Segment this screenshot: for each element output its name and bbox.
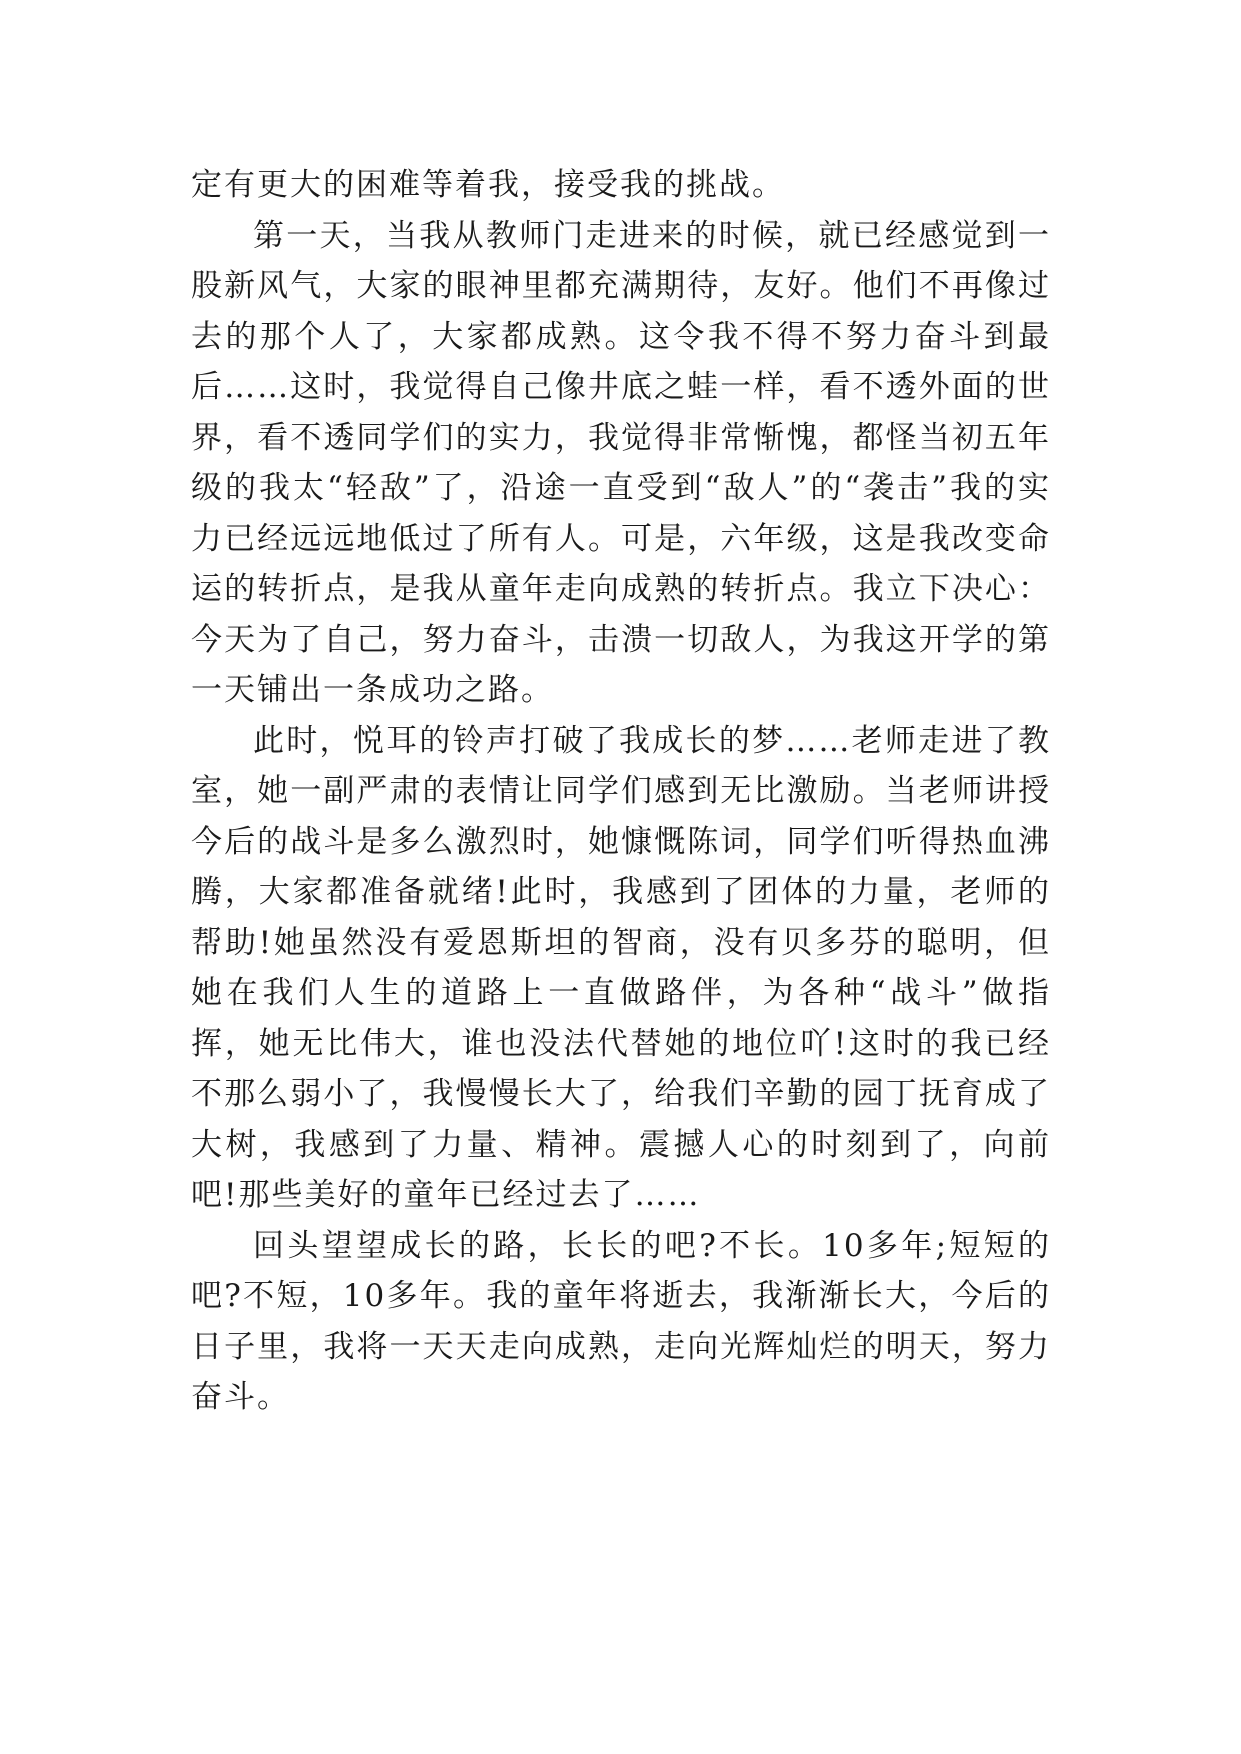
paragraph-teacher: 此时，悦耳的铃声打破了我成长的梦……老师走进了教室，她一副严肃的表情让同学们感到无比激励。当老师讲授今后的战斗是多么激烈时，她慷慨陈词，同学们听得热血沸腾，大家都准备就绪!此时，我感到了团体的力量，老师的帮助!她虽然没有爱恩斯坦的智商，没有贝多芬的聪明，但她在我们人生的道路上一直做路伴，为各种“战斗”做指挥，她无比伟大，谁也没法代替她的地位吖!这时的我已经不那么弱小了，我慢慢长大了，给我们辛勤的园丁抚育成了大树，我感到了力量、精神。震撼人心的时刻到了，向前吧!那些美好的童年已经过去了……: [191, 722, 1051, 1213]
document-body: [191, 160, 1051, 1423]
paragraph-continuation: 定有更大的困难等着我，接受我的挑战。: [191, 167, 785, 203]
paragraph-first-day: 第一天，当我从教师门走进来的时候，就已经感觉到一股新风气，大家的眼神里都充满期待，友好。他们不再像过去的那个人了，大家都成熟。这令我不得不努力奋斗到最后……这时，我觉得自己像井底之蛙一样，看不透外面的世界，看不透同学们的实力，我觉得非常惭愧，都怪当初五年级的我太“轻敌”了，沿途一直受到“敌人”的“袭击”我的实力已经远远地低过了所有人。可是，六年级，这是我改变命运的转折点，是我从童年走向成熟的转折点。我立下决心：今天为了自己，努力奋斗，击溃一切敌人，为我这开学的第一天铺出一条成功之路。: [191, 217, 1051, 708]
paragraph-looking-back: 回头望望成长的路，长长的吧?不长。10多年;短短的吧?不短，10多年。我的童年将逝去，我渐渐长大，今后的日子里，我将一天天走向成熟，走向光辉灿烂的明天，努力奋斗。: [191, 1227, 1051, 1415]
